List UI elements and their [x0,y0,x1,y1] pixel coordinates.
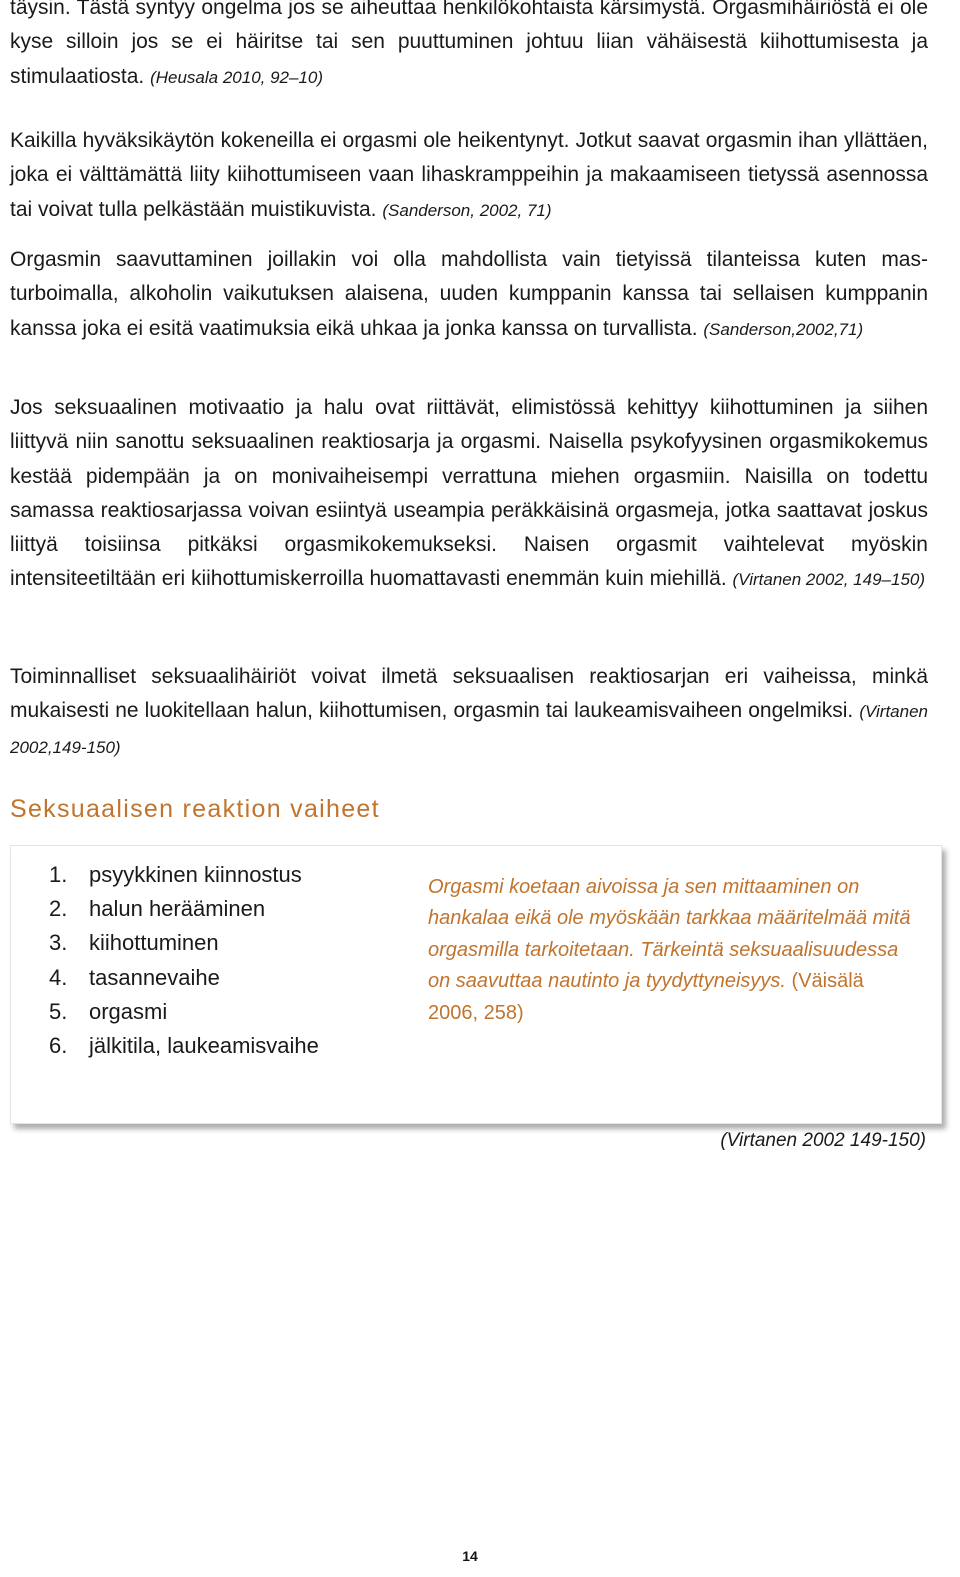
reaction-phases-box [10,845,942,1124]
list-label: tasannevaihe [89,964,220,990]
citation: (Sanderson,2002,71) [703,319,864,339]
list-label: jälkitila, laukeamisvaihe [89,1033,319,1059]
list-item [49,1029,319,1063]
paragraph-text: täysin. Tästä syntyy ongelma jos se aiheuttaa henkilökohtaista kärsimystä. Orgasmihäiriöstä ei ole kyse silloin jos se ei häiritse tai sen puuttuminen johtuu liian vähäisestä kiihottumisesta ja stimulaatiosta. [10,0,928,88]
paragraph-text: Kaikilla hyväksikäytön kokeneilla ei orgasmi ole heikentynyt. Jotkut saavat orgasmin ihan yllättäen, joka ei välttämättä liity kiihottumiseen vaan lihaskramppeihin ja makaamiseen tietyssä asennossa tai voivat tulla pelkästään muistikuvista. [10,129,928,221]
quote-citation: (Väisälä 2006, 258) [428,970,864,1024]
paragraph-text: Toiminnalliset seksuaalihäiriöt voivat ilmetä seksuaalisen reaktiosarjan eri vaiheissa, minkä mukaisesti ne luokitellaan halun, kiihottumisen, orgasmin tai laukeamisvaiheen ongelmiksi. [10,665,928,723]
list-item [49,926,319,960]
list-item [49,858,319,892]
paragraph-2 [10,124,928,228]
paragraph-3 [10,243,928,347]
paragraph-4 [10,391,928,598]
paragraph-1 [10,0,928,95]
list-item [49,961,319,995]
list-label: orgasmi [89,998,168,1024]
orgasm-quote [428,872,913,1029]
quote-text: Orgasmi koetaan aivoissa ja sen mittaaminen on hankalaa eikä ole myöskään tarkkaa määritelmää mitä orgasmilla tarkoitetaan. Tärkeintä seksuaalisuudessa on saavuttaa nautinto ja tyydyttyneisyys. [428,876,911,993]
paragraph-text: Jos seksuaalinen motivaatio ja halu ovat riittävät, elimistössä kehittyy kiihottuminen ja siihen liittyvä niin sanottu seksuaalinen reaktiosarja ja orgasmi. Naisella psykofyysinen orgasmikokemus kestää pidempään ja on monivaiheisempi verrattuna miehen orgasmiin. Naisilla on todettu samassa reaktiosarjassa voivan esiintyä useampia peräkkäisinä orgasmeja, jotka saattavat joskus liittyä toisiinsa pitkäksi orgasmikokemukseksi. Naisen orgasmit vaihtelevat myöskin intensiteetiltään eri kiihottumiskerroilla huomattavasti enemmän kuin miehillä. [10,396,928,591]
list-number: 2. [49,896,68,922]
paragraph-text: Orgasmin saavuttaminen joillakin voi olla mahdollista vain tietyissä tilanteissa kuten masturboimalla, alkoholin vaikutuksen alaisena, uuden kumppanin kanssa tai sellaisen kumppanin kanssa joka ei esitä vaatimuksia eikä uhkaa ja jonka kanssa on turvallista. [10,248,928,340]
phase-list [49,858,319,1063]
list-label: halun herääminen [89,896,266,922]
list-number: 5. [49,998,68,1024]
box-source-citation: (Virtanen 2002 149-150) [720,1130,926,1151]
list-item [49,995,319,1029]
section-heading: Seksuaalisen reaktion vaiheet [10,795,380,823]
list-item [49,892,319,926]
list-number: 3. [49,930,68,956]
citation: (Sanderson, 2002, 71) [382,200,552,220]
list-number: 1. [49,862,68,887]
citation: (Virtanen 2002, 149–150) [732,570,926,590]
citation: (Virtanen 2002,149-150) [10,702,928,757]
list-label: psyykkinen kiinnostus [89,862,302,887]
page-number: 14 [462,1548,478,1564]
citation: (Heusala 2010, 92–10) [150,67,324,87]
list-number: 4. [49,964,68,990]
list-number: 6. [49,1033,68,1059]
list-label: kiihottuminen [89,930,219,956]
paragraph-5 [10,660,928,765]
